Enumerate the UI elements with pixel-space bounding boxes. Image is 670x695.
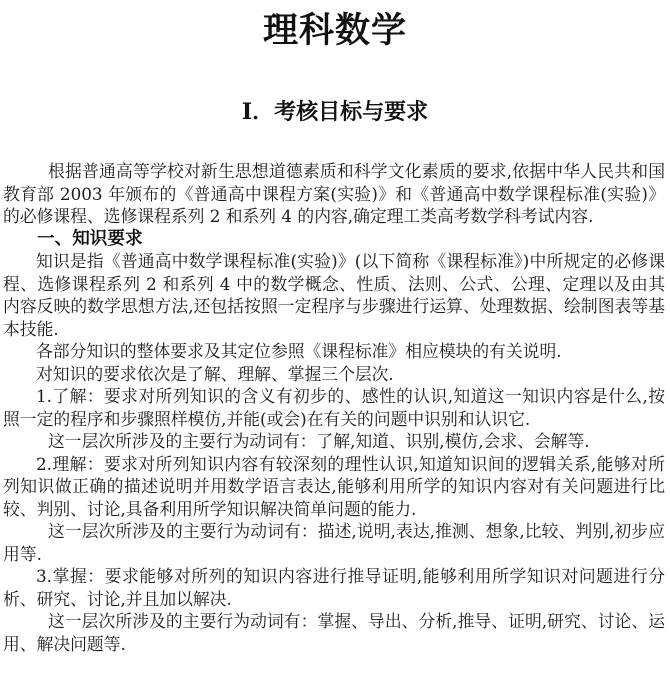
document-body: [0, 160, 670, 655]
paragraph-level3-verbs: 这一层次所涉及的主要行为动词有：掌握、导出、分析,推导、证明,研究、讨论、运用、解决问题等.: [3, 611, 665, 654]
paragraph-overall-requirements: 各部分知识的整体要求及其定位参照《课程标准》相应模块的有关说明.: [36, 341, 562, 361]
document-page: [0, 11, 670, 695]
paragraph-level3-mastery: 3.掌握：要求能够对所列的知识内容进行推导证明,能够利用所学知识对问题进行分析、研究、讨论,并且加以解决.: [3, 566, 665, 609]
paragraph-level1-understanding: 1.了解：要求对所列知识的含义有初步的、感性的认识,知道这一知识内容是什么,按照一定的程序和步骤照样模仿,并能(或会)在有关的问题中识别和认识它.: [3, 386, 665, 429]
section-heading: Ⅰ．考核目标与要求: [241, 99, 429, 125]
subheading-knowledge-requirements: 一、知识要求: [37, 227, 143, 249]
paragraph-level1-verbs: 这一层次所涉及的主要行为动词有：了解,知道、识别,模仿,会求、会解等.: [48, 431, 590, 451]
paragraph-level2-verbs: 这一层次所涉及的主要行为动词有：描述,说明,表达,推测、想象,比较、判别,初步应用等.: [3, 521, 665, 564]
paragraph-level2-comprehension: 2.理解：要求对所列知识内容有较深刻的理性认识,知道知识间的逻辑关系,能够对所列知识做正确的描述说明并用数学语言表达,能够利用所学的知识内容对有关问题进行比较、判别、讨论,具备利用所学知识解决简单问题的能力.: [3, 453, 665, 519]
paragraph-three-levels: 对知识的要求依次是了解、理解、掌握三个层次.: [36, 363, 394, 384]
document-title: 理科数学: [262, 10, 407, 51]
paragraph-intro: 根据普通高等学校对新生思想道德素质和科学文化素质的要求,依据中华人民共和国教育部 2003 年颁布的《普通高中课程方案(实验)》和《普通高中数学课程标准(实验)》的必修课程、选修课程系列 2 和系列 4 的内容,确定理工类高考数学科考试内容.: [3, 161, 665, 226]
paragraph-knowledge-definition: 知识是指《普通高中数学课程标准(实验)》(以下简称《课程标准》)中所规定的必修课程、选修课程系列 2 和系列 4 中的数学概念、性质、法则、公式、公理、定理以及由其内容反映的数学思想方法,还包括按照一定程序与步骤进行运算、处理数据、绘制图表等基本技能.: [3, 251, 665, 339]
